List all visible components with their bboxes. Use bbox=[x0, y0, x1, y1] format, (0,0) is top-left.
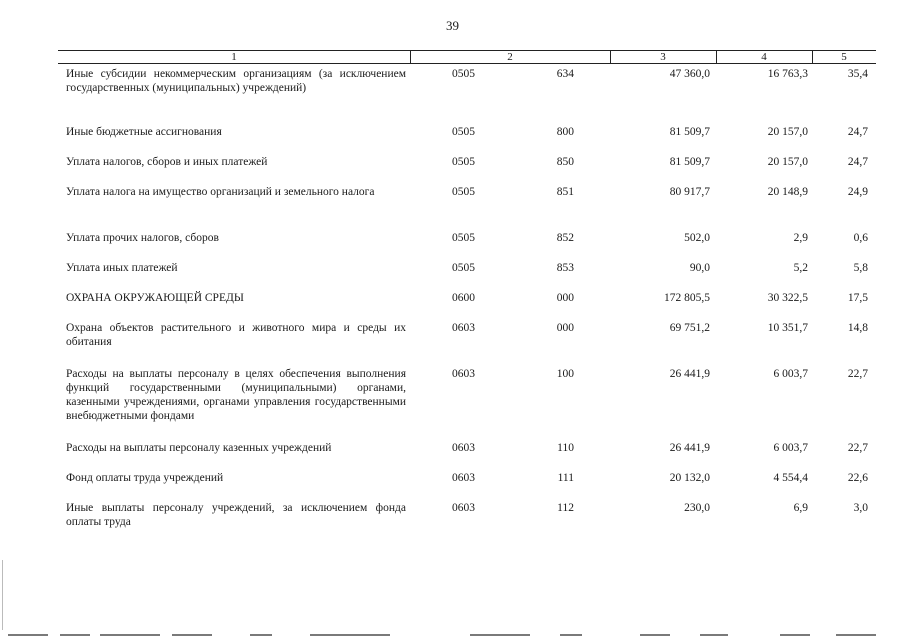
expense-type-code: 111 bbox=[557, 472, 574, 484]
header-bottom-rule bbox=[58, 63, 876, 64]
plan-amount: 502,0 bbox=[684, 232, 710, 244]
rule-segment bbox=[172, 634, 212, 636]
expense-name: Уплата налогов, сборов и иных платежей bbox=[66, 156, 268, 168]
executed-amount: 4 554,4 bbox=[773, 472, 808, 484]
section-code: 0505 bbox=[452, 262, 475, 274]
execution-percent: 5,8 bbox=[853, 262, 868, 274]
executed-amount: 6 003,7 bbox=[773, 368, 808, 380]
execution-percent: 24,9 bbox=[847, 186, 868, 198]
rule-segment bbox=[100, 634, 160, 636]
rule-segment bbox=[836, 634, 876, 636]
expense-type-code: 850 bbox=[556, 156, 574, 168]
executed-amount: 6 003,7 bbox=[773, 442, 808, 454]
expense-name: Уплата налога на имущество организаций и земельного налога bbox=[66, 186, 375, 198]
section-code: 0505 bbox=[452, 232, 475, 244]
plan-amount: 80 917,7 bbox=[669, 186, 710, 198]
expense-type-code: 000 bbox=[556, 292, 574, 304]
plan-amount: 230,0 bbox=[684, 502, 710, 514]
section-code: 0603 bbox=[452, 472, 475, 484]
executed-amount: 20 157,0 bbox=[767, 126, 808, 138]
executed-amount: 2,9 bbox=[793, 232, 808, 244]
executed-amount: 20 157,0 bbox=[767, 156, 808, 168]
column-number-5: 5 bbox=[841, 51, 847, 63]
section-code: 0505 bbox=[452, 186, 475, 198]
expense-type-code: 851 bbox=[556, 186, 574, 198]
scan-edge bbox=[2, 560, 3, 630]
column-number-4: 4 bbox=[761, 51, 767, 63]
plan-amount: 172 805,5 bbox=[664, 292, 710, 304]
column-number-2: 2 bbox=[507, 51, 513, 63]
executed-amount: 10 351,7 bbox=[767, 322, 808, 334]
execution-percent: 14,8 bbox=[847, 322, 868, 334]
plan-amount: 69 751,2 bbox=[669, 322, 710, 334]
rule-segment bbox=[640, 634, 670, 636]
rule-segment bbox=[470, 634, 530, 636]
rule-segment bbox=[700, 634, 728, 636]
execution-percent: 3,0 bbox=[853, 502, 868, 514]
expense-type-code: 800 bbox=[556, 126, 574, 138]
column-number-header bbox=[58, 50, 876, 63]
section-code: 0505 bbox=[452, 126, 475, 138]
rule-segment bbox=[250, 634, 272, 636]
plan-amount: 47 360,0 bbox=[669, 68, 710, 80]
execution-percent: 35,4 bbox=[847, 68, 868, 80]
expense-name: Уплата прочих налогов, сборов bbox=[66, 232, 219, 244]
execution-percent: 22,6 bbox=[847, 472, 868, 484]
expense-name: Иные выплаты персоналу учреждений, за исключением фонда оплаты труда bbox=[66, 502, 406, 528]
column-number-3: 3 bbox=[660, 51, 666, 63]
section-code: 0603 bbox=[452, 368, 475, 380]
column-number-1: 1 bbox=[231, 51, 237, 63]
execution-percent: 0,6 bbox=[853, 232, 868, 244]
expense-name: Уплата иных платежей bbox=[66, 262, 178, 274]
expense-name: Иные бюджетные ассигнования bbox=[66, 126, 222, 138]
executed-amount: 16 763,3 bbox=[767, 68, 808, 80]
execution-percent: 24,7 bbox=[847, 126, 868, 138]
expense-name: Расходы на выплаты персоналу казенных учреждений bbox=[66, 442, 332, 454]
rule-segment bbox=[780, 634, 810, 636]
expense-name: ОХРАНА ОКРУЖАЮЩЕЙ СРЕДЫ bbox=[66, 292, 244, 304]
expense-name: Расходы на выплаты персоналу в целях обеспечения выполнения функций государственными (муниципальными) органами, казенными учреждениями, органами управления государственными внебюджетными фондами bbox=[66, 368, 406, 422]
expense-type-code: 634 bbox=[556, 68, 574, 80]
section-code: 0603 bbox=[452, 442, 475, 454]
executed-amount: 5,2 bbox=[793, 262, 808, 274]
expense-type-code: 853 bbox=[556, 262, 574, 274]
rule-segment bbox=[310, 634, 390, 636]
next-page-header-rule bbox=[0, 634, 905, 637]
plan-amount: 90,0 bbox=[689, 262, 710, 274]
expense-type-code: 110 bbox=[557, 442, 574, 454]
executed-amount: 30 322,5 bbox=[767, 292, 808, 304]
plan-amount: 26 441,9 bbox=[669, 368, 710, 380]
execution-percent: 22,7 bbox=[847, 368, 868, 380]
rule-segment bbox=[8, 634, 48, 636]
expense-name: Иные субсидии некоммерческим организациям (за исключением государственных (муниципальных) учреждений) bbox=[66, 68, 406, 94]
plan-amount: 26 441,9 bbox=[669, 442, 710, 454]
executed-amount: 6,9 bbox=[793, 502, 808, 514]
section-code: 0505 bbox=[452, 156, 475, 168]
page-number: 39 bbox=[446, 18, 459, 33]
section-code: 0505 bbox=[452, 68, 475, 80]
section-code: 0600 bbox=[452, 292, 475, 304]
section-code: 0603 bbox=[452, 502, 475, 514]
execution-percent: 24,7 bbox=[847, 156, 868, 168]
plan-amount: 20 132,0 bbox=[669, 472, 710, 484]
expense-name: Охрана объектов растительного и животного мира и среды их обитания bbox=[66, 322, 406, 348]
rule-segment bbox=[60, 634, 90, 636]
section-code: 0603 bbox=[452, 322, 475, 334]
plan-amount: 81 509,7 bbox=[669, 126, 710, 138]
rule-segment bbox=[560, 634, 582, 636]
expense-type-code: 852 bbox=[556, 232, 574, 244]
expense-name: Фонд оплаты труда учреждений bbox=[66, 472, 224, 484]
plan-amount: 81 509,7 bbox=[669, 156, 710, 168]
execution-percent: 17,5 bbox=[847, 292, 868, 304]
expense-type-code: 112 bbox=[557, 502, 574, 514]
execution-percent: 22,7 bbox=[847, 442, 868, 454]
executed-amount: 20 148,9 bbox=[767, 186, 808, 198]
expense-type-code: 100 bbox=[556, 368, 574, 380]
expense-type-code: 000 bbox=[556, 322, 574, 334]
